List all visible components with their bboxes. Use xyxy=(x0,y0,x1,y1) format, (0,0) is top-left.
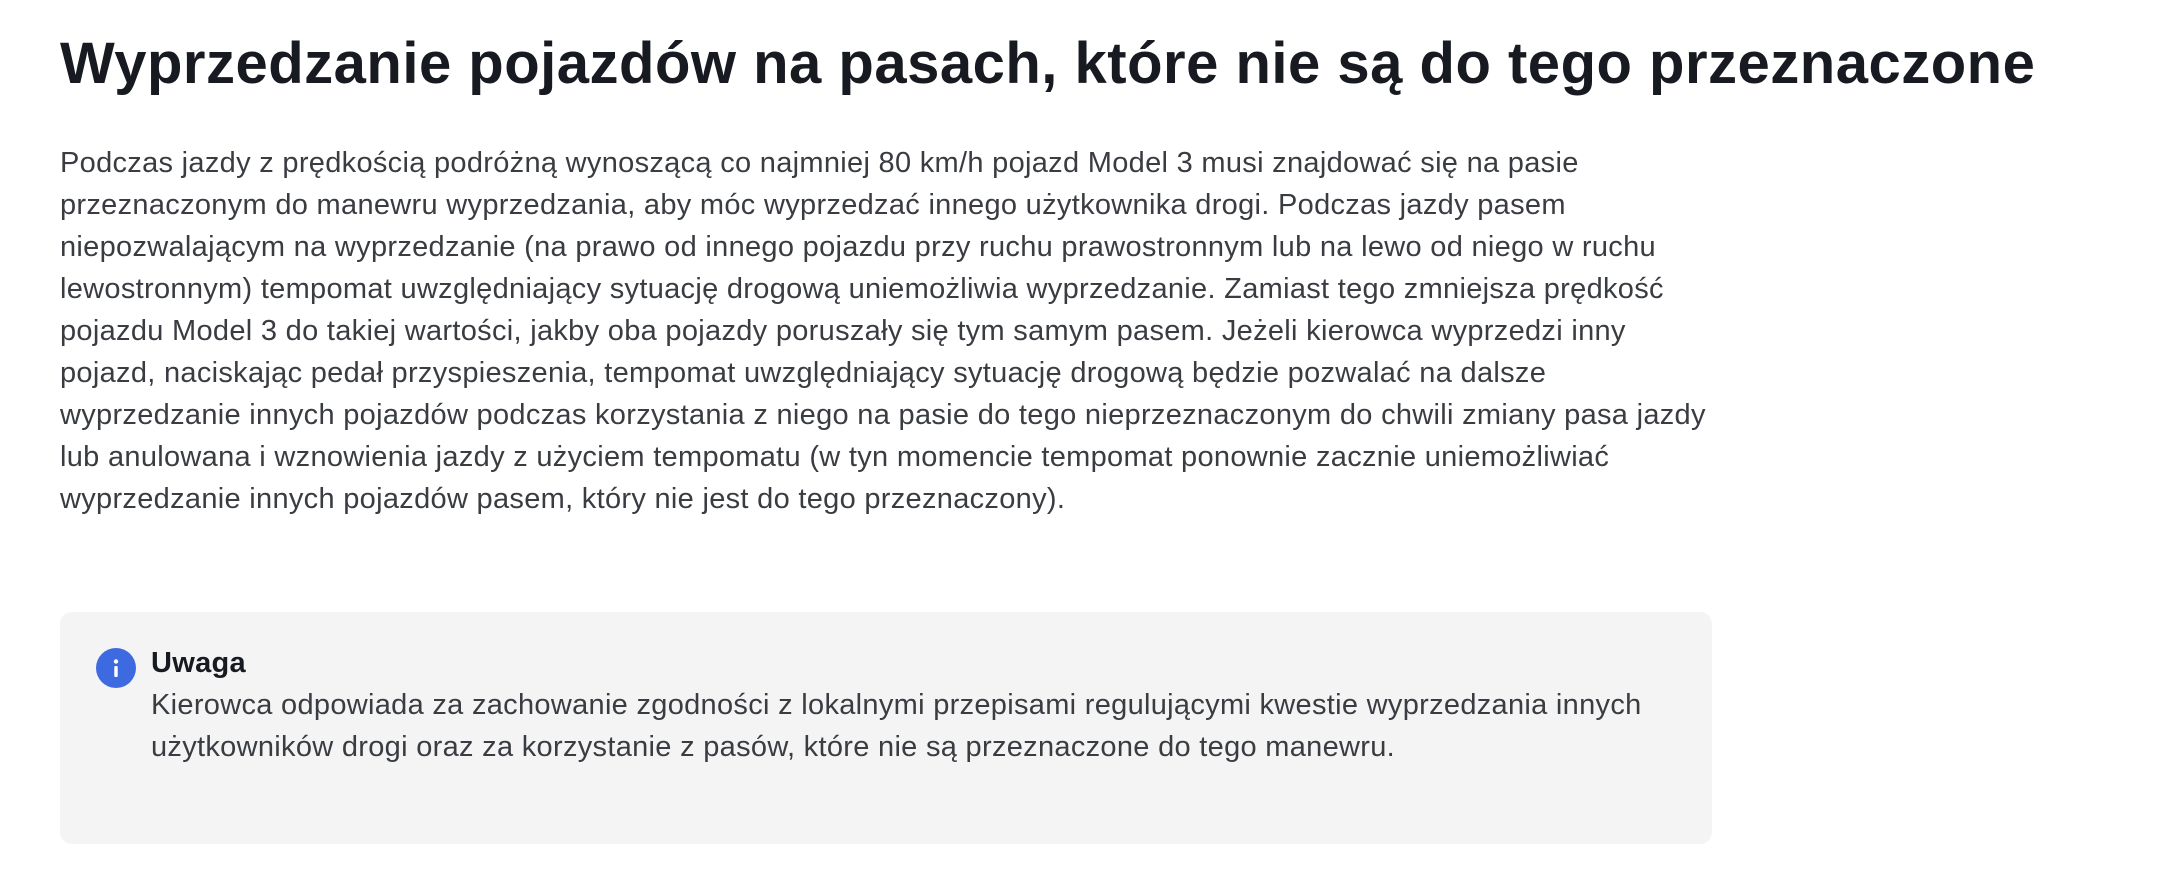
body-paragraph: Podczas jazdy z prędkością podróżną wynoszącą co najmniej 80 km/h pojazd Model 3 musi znajdować się na pasie przeznaczonym do manewru wyprzedzania, aby móc wyprzedzać innego użytkownika drogi. Podczas jazdy pasem niepozwalającym na wyprzedzanie (na prawo od innego pojazdu przy ruchu prawostronnym lub na lewo od niego w ruchu lewostronnym) tempomat uwzględniający sytuację drogową uniemożliwia wyprzedzanie. Zamiast tego zmniejsza prędkość pojazdu Model 3 do takiej wartości, jakby oba pojazdy poruszały się tym samym pasem. Jeżeli kierowca wyprzedzi inny pojazd, naciskając pedał przyspieszenia, tempomat uwzględniający sytuację drogową będzie pozwalać na dalsze wyprzedzanie innych pojazdów podczas korzystania z niego na pasie do tego nieprzeznaczonym do chwili zmiany pasa jazdy lub anulowana i wznowienia jazdy z użyciem tempomatu (w tyn momencie tempomat ponownie zacznie uniemożliwiać wyprzedzanie innych pojazdów pasem, który nie jest do tego przeznaczony). xyxy=(60,147,1706,515)
note-box xyxy=(60,612,1712,844)
info-icon xyxy=(96,648,136,688)
note-content xyxy=(151,642,1681,768)
note-title: Uwaga xyxy=(151,647,246,679)
page-title: Wyprzedzanie pojazdów na pasach, które nie są do tego przeznaczone xyxy=(60,31,2036,96)
note-text: Kierowca odpowiada za zachowanie zgodności z lokalnymi przepisami regulującymi kwestie wyprzedzania innych użytkowników drogi oraz za korzystanie z pasów, które nie są przeznaczone do tego manewru. xyxy=(151,689,1642,763)
